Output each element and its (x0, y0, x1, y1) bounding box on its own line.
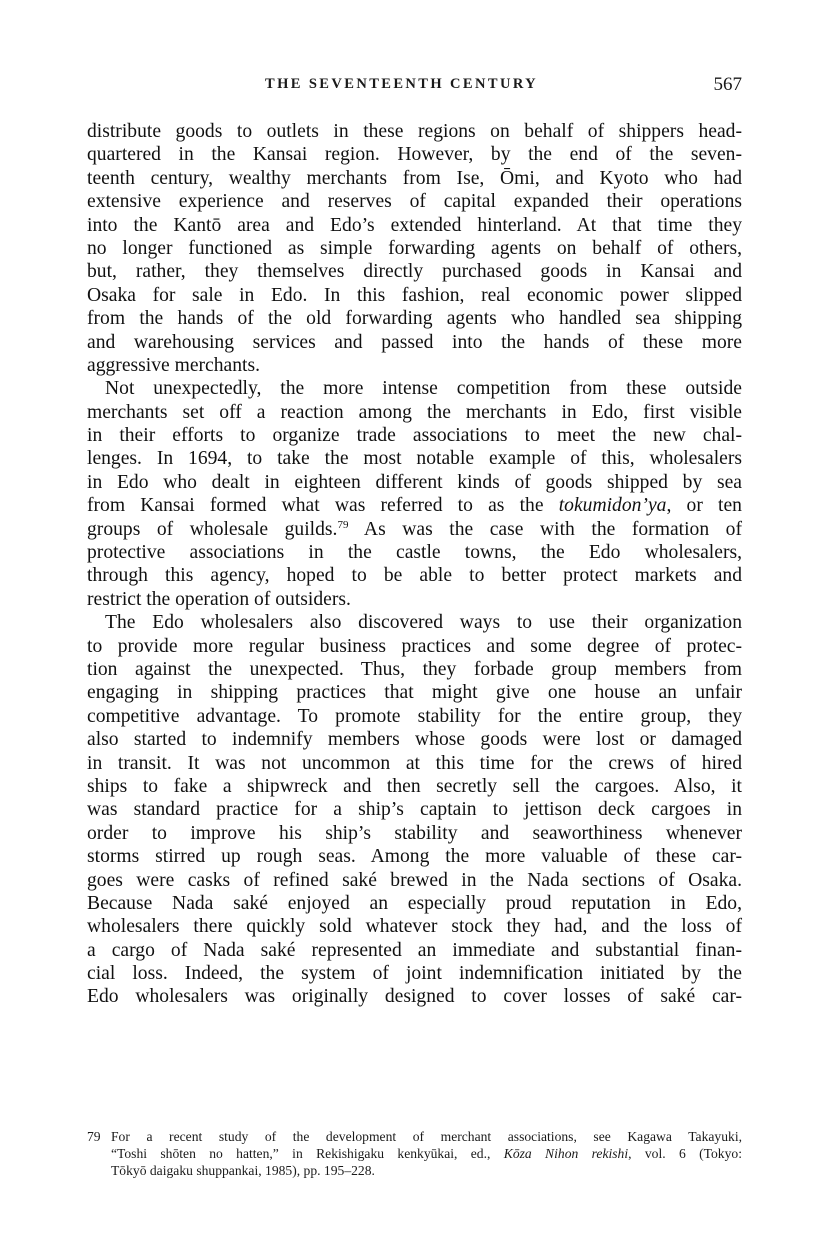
text-line: through this agency, hoped to be able to better protect markets and (87, 565, 742, 587)
paragraph (87, 611, 742, 1009)
text-line: also started to indemnify members whose goods were lost or damaged (87, 729, 742, 751)
body-text (87, 120, 742, 1009)
running-title: THE SEVENTEENTH CENTURY (265, 76, 539, 92)
text-line: teenth century, wealthy merchants from Ise, Ōmi, and Kyoto who had (87, 167, 742, 189)
text-line: restrict the operation of outsiders. (87, 588, 351, 610)
text-line: from the hands of the old forwarding agents who handled sea shipping (87, 308, 742, 330)
text-line: distribute goods to outlets in these regions on behalf of shippers head- (87, 121, 742, 142)
italic-term: tokumidon’ya (558, 495, 667, 517)
text-line: but, rather, they themselves directly purchased goods in Kansai and (87, 261, 742, 283)
text-line: Osaka for sale in Edo. In this fashion, real economic power slipped (87, 284, 742, 306)
text-line: in Edo who dealt in eighteen different kinds of goods shipped by sea (87, 471, 742, 493)
text-line: from Kansai formed what was referred to as the tokumidon’ya, or ten (87, 495, 742, 517)
text-line: The Edo wholesalers also discovered ways to use their organization (105, 612, 742, 634)
running-head (87, 74, 742, 100)
text-line: Not unexpectedly, the more intense competition from these outside (105, 378, 742, 400)
text-line: tion against the unexpected. Thus, they forbade group members from (87, 658, 742, 680)
text-line: cial loss. Indeed, the system of joint indemnification initiated by the (87, 963, 742, 985)
text-line: order to improve his ship’s stability and seaworthiness whenever (87, 822, 742, 844)
paragraph (87, 377, 742, 611)
text-line: storms stirred up rough seas. Among the more valuable of these car- (87, 846, 742, 868)
text-line: Because Nada saké enjoyed an especially proud reputation in Edo, (87, 892, 742, 914)
text-line: merchants set off a reaction among the merchants in Edo, first visible (87, 401, 742, 423)
text-line: ships to fake a shipwreck and then secretly sell the cargoes. Also, it (87, 775, 742, 797)
text-line: into the Kantō area and Edo’s extended hinterland. At that time they (87, 214, 742, 236)
text-line: groups of wholesale guilds.$^{79}$ As was the case with the formation of (87, 518, 742, 540)
footnote-number: 79 (87, 1129, 101, 1144)
text-line: aggressive merchants. (87, 354, 261, 376)
text-line: no longer functioned as simple forwarding agents on behalf of others, (87, 237, 742, 259)
page-number: 567 (713, 74, 742, 95)
footnote-line: Tōkyō daigaku shuppankai, 1985), pp. 195–228. (111, 1163, 375, 1178)
text-line: to provide more regular business practices and some degree of protec- (87, 635, 742, 657)
text-line: a cargo of Nada saké represented an immediate and substantial finan- (87, 939, 742, 961)
text-line: quartered in the Kansai region. However, by the end of the seven- (87, 144, 742, 166)
paragraph (87, 120, 742, 377)
text-line: engaging in shipping practices that might give one house an unfair (87, 682, 742, 704)
text-line: in their efforts to organize trade associations to meet the new chal- (87, 425, 742, 447)
footnote-line: “Toshi shōten no hatten,” in Rekishigaku kenkyūkai, ed., Kōza Nihon rekishi, vol. 6 (Tokyo: (111, 1146, 742, 1161)
text-line: competitive advantage. To promote stability for the entire group, they (87, 705, 742, 727)
footnote-line: 79 For a recent study of the development of merchant associations, see Kagawa Takayuki, (87, 1129, 742, 1144)
text-line: goes were casks of refined saké brewed in the Nada sections of Osaka. (87, 869, 742, 891)
text-line: extensive experience and reserves of capital expanded their operations (87, 191, 742, 213)
footnote-reference[interactable]: 79 (337, 518, 349, 531)
text-line: in transit. It was not uncommon at this time for the crews of hired (87, 752, 742, 774)
footnotes (87, 1128, 742, 1179)
text-line: and warehousing services and passed into the hands of these more (87, 331, 742, 353)
text-line: Edo wholesalers was originally designed to cover losses of saké car- (87, 986, 742, 1008)
footnote-item (87, 1128, 742, 1179)
text-line: protective associations in the castle towns, the Edo wholesalers, (87, 542, 742, 564)
text-line: lenges. In 1694, to take the most notable example of this, wholesalers (87, 448, 742, 470)
text-line: was standard practice for a ship’s captain to jettison deck cargoes in (87, 799, 742, 821)
text-line: wholesalers there quickly sold whatever stock they had, and the loss of (87, 916, 742, 938)
italic-term: Kōza Nihon rekishi (503, 1146, 629, 1161)
